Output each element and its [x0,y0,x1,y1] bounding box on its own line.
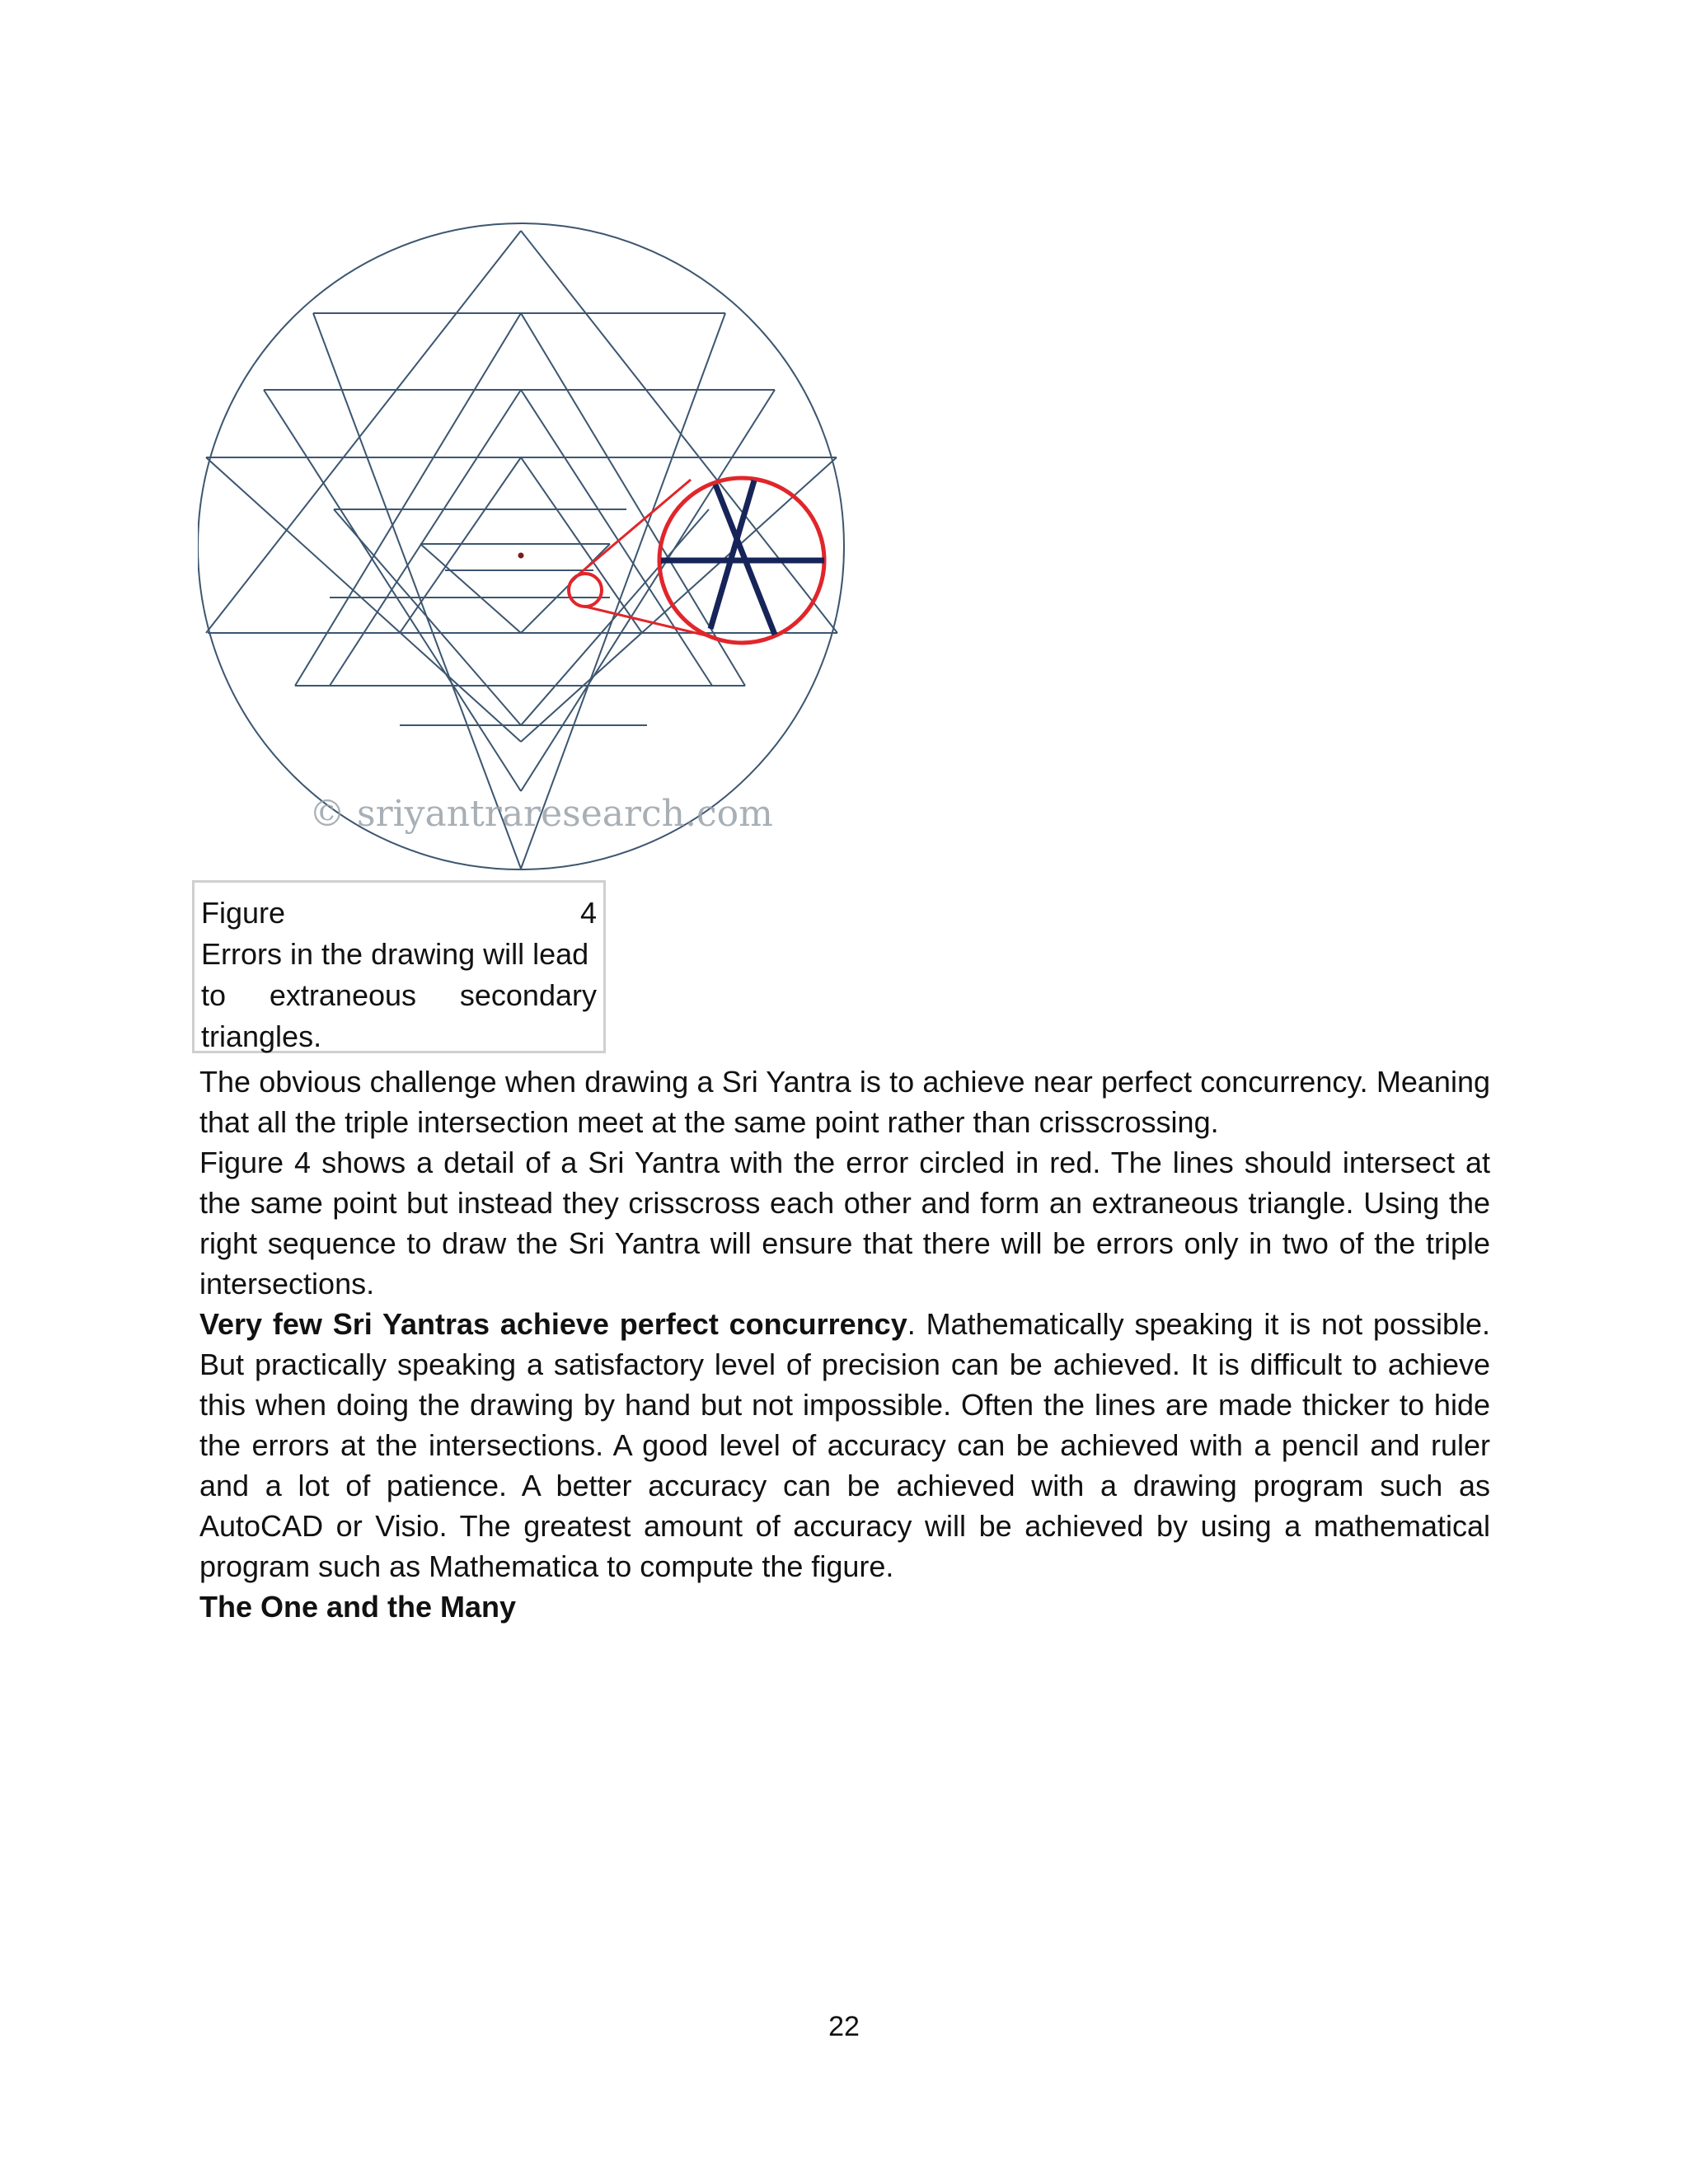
page-number: 22 [828,2011,860,2042]
caption-word: secondary [459,978,597,1012]
paragraph: Figure 4 shows a detail of a Sri Yantra with the error circled in red. The lines should intersect at the same point but instead they crisscross each other and form an extraneous triangle. Using the right sequence to draw the Sri Yantra will ensure that there will be errors only in two of the triple intersections. [199,1146,1490,1301]
caption-word: to [201,978,227,1012]
bold-phrase: Very few Sri Yantras achieve perfect concurrency [199,1307,907,1341]
yantra-lines [198,223,844,869]
caption-line: triangles. [201,1019,322,1053]
body-text [199,1062,1490,1627]
figure-caption [192,880,606,1053]
bindu-dot [518,553,524,559]
caption-word: extraneous [269,978,417,1012]
section-heading: The One and the Many [199,1590,517,1624]
watermark-text: © sriyantraresearch.com [309,793,773,835]
sri-yantra-diagram [198,223,857,882]
caption-line: Errors in the drawing will lead [201,937,589,971]
caption-label: Figure [201,896,286,930]
outer-circle [198,223,844,869]
paragraph: Very few Sri Yantras achieve perfect concurrency. Mathematically speaking it is not possible. But practically speaking a satisfactory level of precision can be achieved. It is difficult to achieve this when doing the drawing by hand but not impossible. Often the lines are made thicker to hide the errors at the intersections. A good level of accuracy can be achieved with a pencil and ruler and a lot of patience. A better accuracy can be achieved with a drawing program such as AutoCAD or Visio. The greatest amount of accuracy will be achieved by using a mathematical program such as Mathematica to compute the figure. [199,1307,1491,1583]
caption-number: 4 [579,896,597,930]
sri-yantra-figure [198,223,857,882]
paragraph: The obvious challenge when drawing a Sri Yantra is to achieve near perfect concurrency. Meaning that all the triple intersection meet at the same point rather than crisscrossing. [199,1065,1490,1139]
error-circle [569,574,602,607]
